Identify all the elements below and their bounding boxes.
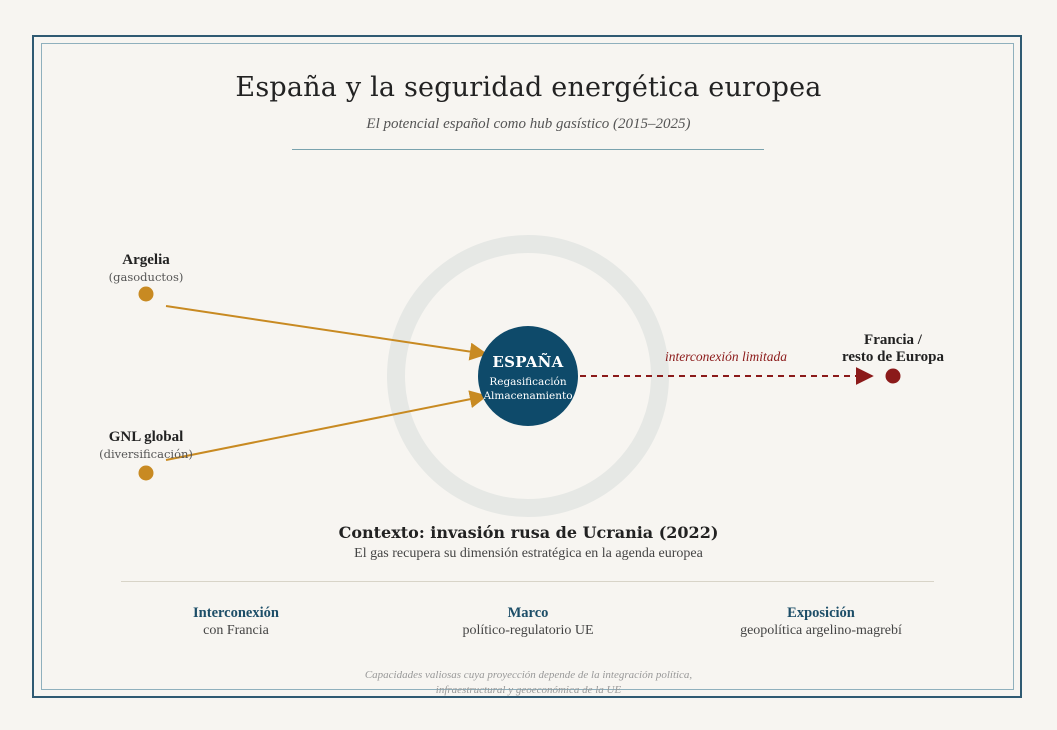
pillar-interconexion	[96, 604, 376, 639]
context-title: Contexto: invasión rusa de Ucrania (2022)	[338, 523, 719, 542]
center-line-1: Regasificación	[489, 376, 567, 388]
interconnection-label: interconexión limitada	[664, 349, 788, 364]
francia-name-line2: resto de Europa	[842, 349, 944, 365]
pillar-marco	[388, 604, 668, 639]
gnl-dot	[139, 466, 154, 481]
page-title: España y la seguridad energética europea	[235, 72, 822, 103]
pillar-sub: con Francia	[203, 623, 269, 638]
francia-label	[818, 332, 968, 366]
gnl-name: GNL global	[108, 429, 184, 445]
pillar-exposicion	[681, 604, 961, 639]
arrow-argelia	[166, 306, 486, 354]
gnl-label	[76, 429, 216, 462]
pillar-sub: geopolítica argelino-magrebí	[740, 623, 902, 638]
argelia-dot	[139, 287, 154, 302]
pillar-sub: político-regulatorio UE	[462, 623, 594, 638]
footnote-line-1: Capacidades valiosas cuya proyección depende de la integración política,	[364, 669, 693, 681]
page-subtitle: El potencial español como hub gasístico (2015–2025)	[366, 116, 691, 132]
argelia-sub: (gasoductos)	[108, 270, 184, 284]
context-subtitle: El gas recupera su dimensión estratégica en la agenda europea	[354, 546, 703, 561]
argelia-label	[86, 252, 206, 285]
argelia-name: Argelia	[122, 252, 170, 268]
footnote-line-2: infraestructural y geoeconómica de la UE	[435, 684, 622, 696]
footnote	[0, 668, 1057, 698]
francia-name-line1: Francia /	[864, 332, 922, 348]
section-divider	[121, 581, 934, 582]
gnl-sub: (diversificación)	[99, 447, 193, 461]
pillar-title: Exposición	[787, 605, 855, 621]
pillar-title: Interconexión	[193, 605, 279, 621]
center-title: ESPAÑA	[492, 353, 564, 371]
francia-dot	[886, 369, 901, 384]
pillar-title: Marco	[507, 605, 549, 621]
center-line-2: Almacenamiento	[483, 390, 573, 402]
